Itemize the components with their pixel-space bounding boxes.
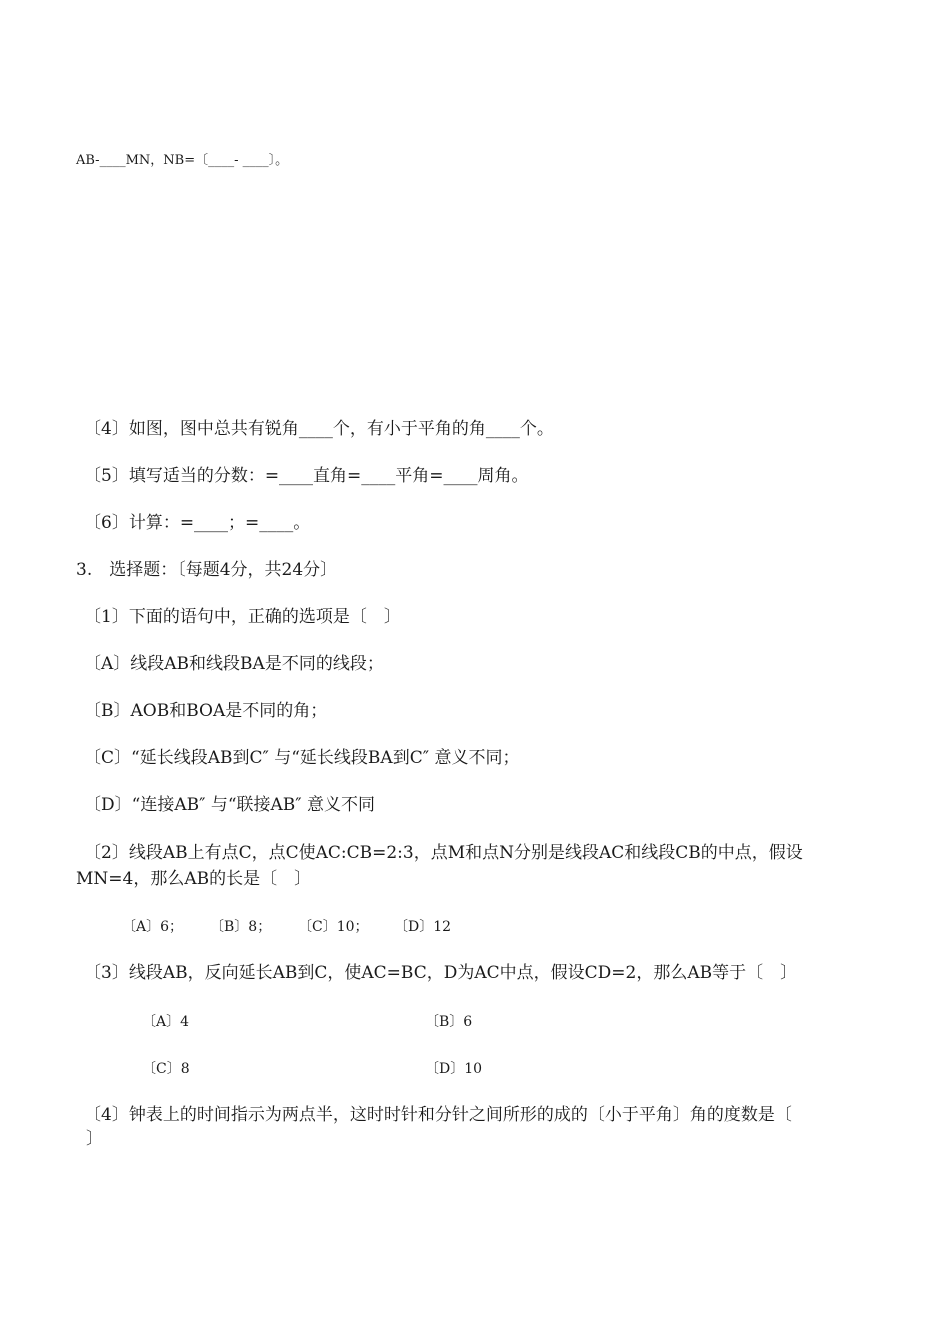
choice-q4-stem-line2: 〕 [86, 1129, 103, 1149]
choice-q3-option-a: 〔A〕4 [142, 1014, 190, 1030]
top-line: AB-____MN，NB=〔____- ____〕。 [76, 153, 289, 168]
choice-q2-stem-line2: MN=4，那么AB的长是〔 〕 [76, 869, 312, 889]
choice-q1-stem: 〔1〕下面的语句中，正确的选项是〔 〕 [84, 607, 401, 627]
choice-q3-option-c: 〔C〕8 [142, 1061, 190, 1077]
choice-q3-option-b: 〔B〕6 [425, 1014, 473, 1030]
fill-q5: 〔5〕填写适当的分数：=____直角=____平角=____周角。 [84, 466, 529, 486]
fill-q6: 〔6〕计算：=____；=____。 [84, 513, 311, 533]
choice-q1-option-b: 〔B〕AOB和BOA是不同的角； [84, 701, 328, 721]
section-3-heading: 3. 选择题：〔每题4分，共24分〕 [76, 560, 338, 580]
choice-q1-option-c: 〔C〕“延长线段AB到C″ 与“延长线段BA到C″ 意义不同； [84, 748, 520, 768]
choice-q4-stem-line1: 〔4〕钟表上的时间指示为两点半，这时时针和分针之间所形的成的〔小于平角〕角的度数是〔 [84, 1105, 792, 1125]
choice-q2-option-d: 〔D〕12 [394, 919, 452, 935]
choice-q3-option-d: 〔D〕10 [425, 1061, 483, 1077]
choice-q3-stem: 〔3〕线段AB，反向延长AB到C，使AC=BC，D为AC中点，假设CD=2，那么AB等于〔 〕 [84, 963, 798, 983]
fill-q4: 〔4〕如图，图中总共有锐角____个，有小于平角的角____个。 [84, 419, 554, 439]
choice-q2-option-c: 〔C〕10； [298, 919, 369, 935]
choice-q2-stem-line1: 〔2〕线段AB上有点C，点C使AC:CB=2:3，点M和点N分别是线段AC和线段CB的中点，假设 [84, 843, 803, 863]
choice-q1-option-a: 〔A〕线段AB和线段BA是不同的线段； [84, 654, 384, 674]
choice-q2-option-a: 〔A〕6； [122, 919, 184, 935]
choice-q2-option-b: 〔B〕8； [210, 919, 272, 935]
choice-q2-options [122, 916, 451, 936]
choice-q1-option-d: 〔D〕“连接AB″ 与“联接AB″ 意义不同 [84, 795, 376, 815]
